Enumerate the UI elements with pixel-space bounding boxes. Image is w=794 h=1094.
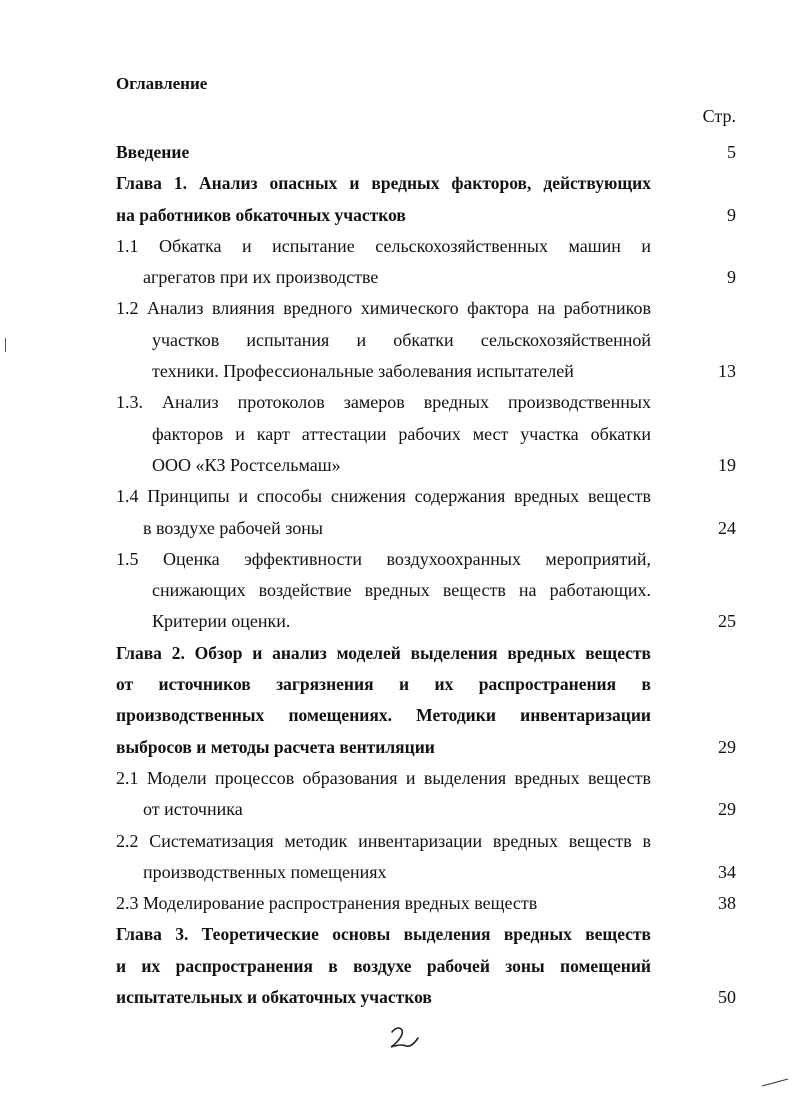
toc-entry-line: производственных помещениях	[143, 861, 387, 882]
toc-entry-line: 1.5 Оценка эффективности воздухоохранных мероприятий,	[116, 548, 651, 569]
edge-stroke-mark	[760, 1076, 790, 1088]
toc-entry-line: 1.3. Анализ протоколов замеров вредных производственных	[116, 392, 651, 413]
toc-entry	[116, 888, 736, 919]
toc-heading: Оглавление	[116, 74, 208, 93]
toc-entry	[116, 826, 736, 889]
toc-entry-line: 1.4 Принципы и способы снижения содержания вредных веществ	[116, 486, 651, 507]
toc-entry-line: Введение	[116, 142, 190, 162]
toc-entry-line: участков испытания и обкатки сельскохозяйственной	[152, 329, 651, 350]
toc-entry-line: 1.2 Анализ влияния вредного химического фактора на работников	[116, 298, 651, 319]
toc-entry-line: техники. Профессиональные заболевания испытателей	[152, 361, 574, 382]
toc-entry-line: производственных помещениях. Методики инвентаризации	[116, 705, 651, 726]
toc-entry-line: агрегатов при их производстве	[143, 267, 379, 288]
toc-entry-line: Глава 1. Анализ опасных и вредных факторов, действующих	[116, 173, 651, 194]
page-column-label: Стр.	[702, 106, 736, 126]
toc-list	[116, 137, 736, 1013]
toc-entry-line: в воздухе рабочей зоны	[143, 517, 323, 538]
toc-entry	[116, 481, 736, 544]
toc-entry-line: ООО «КЗ Ростсельмаш»	[152, 454, 341, 475]
toc-entry-line: Критерии оценки.	[152, 611, 291, 632]
toc-entry-line: 2.1 Модели процессов образования и выделения вредных веществ	[116, 767, 651, 788]
toc-entry-page-number: 25	[718, 611, 736, 632]
toc-entry	[116, 168, 736, 231]
toc-entry-page-number: 38	[718, 893, 736, 914]
toc-entry-page-number: 9	[727, 267, 736, 288]
toc-entry	[116, 293, 736, 387]
toc-entry-line: выбросов и методы расчета вентиляции	[116, 736, 435, 757]
toc-entry-page-number: 29	[718, 799, 736, 820]
toc-entry	[116, 544, 736, 638]
toc-entry-line: от источника	[143, 799, 243, 820]
toc-entry-page-number: 29	[718, 736, 736, 757]
margin-mark	[5, 338, 6, 352]
toc-entry-page-number: 13	[718, 361, 736, 382]
toc-entry	[116, 638, 736, 763]
toc-entry-page-number: 9	[727, 204, 736, 225]
toc-entry-line: 2.3 Моделирование распространения вредных веществ	[116, 893, 538, 914]
toc-entry-line: Глава 3. Теоретические основы выделения вредных веществ	[116, 924, 651, 945]
toc-entry-line: на работников обкаточных участков	[116, 204, 406, 225]
toc-entry-line: 2.2 Систематизация методик инвентаризации вредных веществ в	[116, 830, 651, 851]
toc-entry-page-number: 24	[718, 517, 736, 538]
toc-entry	[116, 387, 736, 481]
toc-entry-line: испытательных и обкаточных участков	[116, 987, 432, 1008]
toc-entry-page-number: 50	[718, 987, 736, 1008]
handwritten-page-number-signature	[388, 1025, 422, 1051]
toc-entry	[116, 763, 736, 826]
toc-entry-line: 1.1 Обкатка и испытание сельскохозяйственных машин и	[116, 235, 651, 256]
toc-entry-page-number: 19	[718, 454, 736, 475]
toc-entry-line: и их распространения в воздухе рабочей зоны помещений	[116, 955, 651, 976]
toc-entry-page-number: 34	[718, 861, 736, 882]
toc-entry-line: снижающих воздействие вредных веществ на работающих.	[152, 580, 651, 601]
toc-entry-page-number: 5	[727, 142, 736, 162]
toc-entry-line: факторов и карт аттестации рабочих мест участка обкатки	[152, 423, 651, 444]
toc-entry-line: от источников загрязнения и их распространения в	[116, 674, 651, 695]
toc-entry	[116, 231, 736, 294]
toc-entry	[116, 919, 736, 1013]
toc-entry	[116, 137, 736, 168]
toc-entry-line: Глава 2. Обзор и анализ моделей выделения вредных веществ	[116, 642, 651, 663]
